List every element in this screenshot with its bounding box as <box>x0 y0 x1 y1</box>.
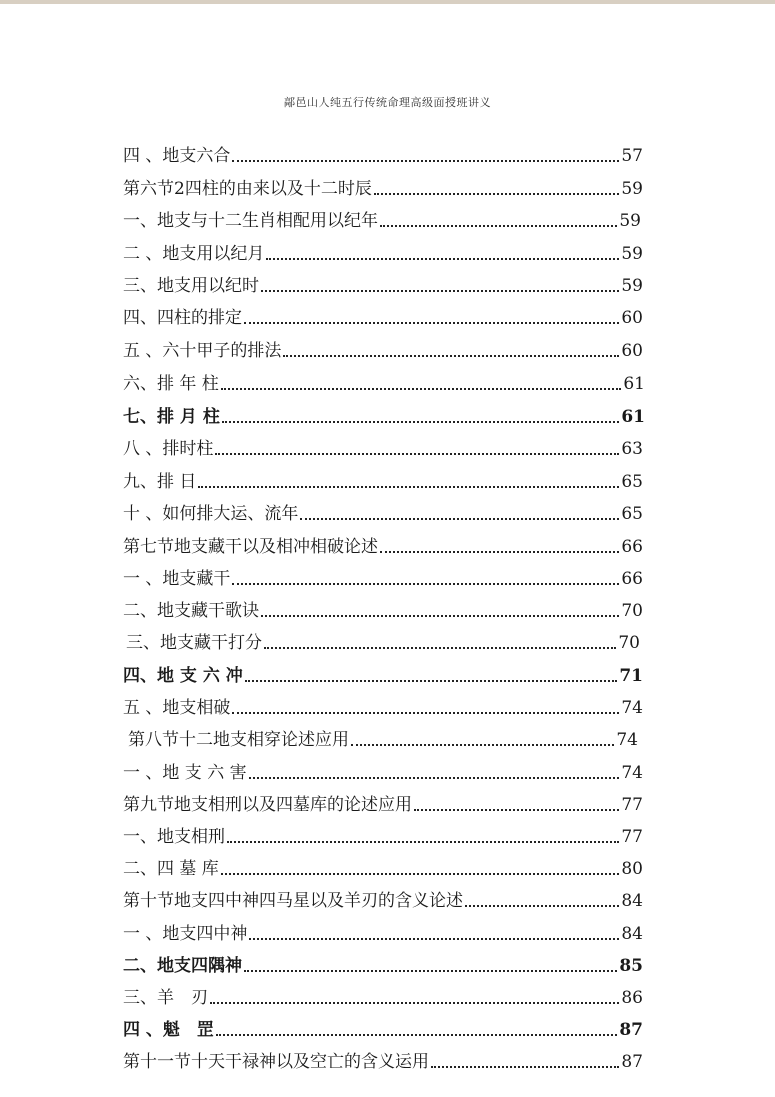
toc-dot-leader <box>283 355 619 357</box>
toc-entry-page-number: 70 <box>618 633 640 653</box>
toc-dot-leader <box>221 388 622 390</box>
toc-entry-label: 五 、地支相破 <box>123 698 231 718</box>
toc-entry[interactable] <box>123 1043 643 1073</box>
toc-entry[interactable] <box>123 1011 643 1041</box>
toc-entry-page-number: 71 <box>619 666 643 686</box>
toc-entry-page-number: 65 <box>621 472 643 492</box>
toc-entry-label: 第十一节十天干禄神以及空亡的含义运用 <box>123 1052 429 1072</box>
toc-entry[interactable] <box>123 689 643 719</box>
toc-entry[interactable] <box>123 850 643 880</box>
page-header: 鄗邑山人纯五行传统命理高级面授班讲义 <box>284 96 491 109</box>
toc-entry[interactable] <box>123 463 643 493</box>
toc-entry-page-number: 87 <box>619 1020 643 1040</box>
toc-entry-page-number: 63 <box>621 439 643 459</box>
toc-entry-label: 一、地支与十二生肖相配用以纪年 <box>123 211 378 231</box>
toc-entry[interactable] <box>123 657 643 687</box>
toc-entry-label: 第六节2四柱的由来以及十二时辰 <box>123 179 372 199</box>
toc-entry[interactable] <box>123 299 643 329</box>
toc-entry-page-number: 59 <box>621 244 643 264</box>
toc-entry-label: 第七节地支藏干以及相冲相破论述 <box>123 537 378 557</box>
toc-entry-page-number: 61 <box>623 374 645 394</box>
toc-entry[interactable] <box>123 947 643 977</box>
toc-entry[interactable] <box>128 721 638 751</box>
toc-dot-leader <box>249 777 620 779</box>
toc-entry-label: 十 、如何排大运、流年 <box>123 504 299 524</box>
toc-entry-label: 四 、地支六合 <box>123 146 231 166</box>
toc-entry-page-number: 74 <box>621 698 643 718</box>
toc-entry-label: 三、地支用以纪时 <box>123 276 259 296</box>
toc-dot-leader <box>244 970 617 972</box>
toc-dot-leader <box>245 680 618 682</box>
toc-entry-page-number: 59 <box>621 276 643 296</box>
toc-entry-page-number: 77 <box>621 827 643 847</box>
toc-dot-leader <box>300 518 619 520</box>
toc-entry[interactable] <box>123 915 643 945</box>
toc-entry-label: 第九节地支相刑以及四墓库的论述应用 <box>123 795 412 815</box>
toc-entry-label: 三、地支藏干打分 <box>126 633 262 653</box>
toc-entry-page-number: 85 <box>619 956 643 976</box>
toc-entry-page-number: 70 <box>621 601 643 621</box>
toc-dot-leader <box>374 193 620 195</box>
toc-dot-leader <box>465 905 619 907</box>
toc-entry[interactable] <box>123 365 645 395</box>
toc-entry-page-number: 77 <box>621 795 643 815</box>
toc-dot-leader <box>210 1002 619 1004</box>
toc-entry-page-number: 66 <box>621 537 643 557</box>
toc-dot-leader <box>216 1034 617 1036</box>
toc-dot-leader <box>232 712 619 714</box>
toc-entry[interactable] <box>123 495 643 525</box>
toc-entry[interactable] <box>123 786 643 816</box>
toc-entry-label: 七、排 月 柱 <box>123 407 220 427</box>
toc-entry-label: 一 、地 支 六 害 <box>123 763 247 783</box>
toc-entry-label: 第十节地支四中神四马星以及羊刃的含义论述 <box>123 891 463 911</box>
toc-dot-leader <box>232 583 619 585</box>
toc-dot-leader <box>380 225 617 227</box>
toc-entry-label: 四、地 支 六 冲 <box>123 666 243 686</box>
toc-entry-label: 二、地支四隅神 <box>123 956 242 976</box>
toc-entry-page-number: 60 <box>621 341 643 361</box>
toc-entry[interactable] <box>123 818 643 848</box>
toc-dot-leader <box>380 551 619 553</box>
toc-dot-leader <box>198 486 619 488</box>
toc-entry-label: 八 、排时柱 <box>123 439 214 459</box>
toc-entry[interactable] <box>123 202 641 232</box>
toc-dot-leader <box>232 160 619 162</box>
toc-dot-leader <box>222 421 619 423</box>
toc-dot-leader <box>221 873 620 875</box>
toc-entry-label: 二、地支藏干歌诀 <box>123 601 259 621</box>
toc-entry-page-number: 65 <box>621 504 643 524</box>
toc-entry-page-number: 80 <box>621 859 643 879</box>
toc-entry-label: 第八节十二地支相穿论述应用 <box>128 730 349 750</box>
toc-entry[interactable] <box>123 267 643 297</box>
toc-dot-leader <box>249 938 619 940</box>
toc-entry-label: 九、排 日 <box>123 472 197 492</box>
toc-entry[interactable] <box>123 592 643 622</box>
toc-entry-page-number: 66 <box>621 569 643 589</box>
toc-entry-label: 五 、六十甲子的排法 <box>123 341 282 361</box>
page-top-border <box>0 0 775 4</box>
toc-entry[interactable] <box>123 754 643 784</box>
toc-entry[interactable] <box>123 398 645 428</box>
toc-entry-page-number: 60 <box>621 308 643 328</box>
toc-entry-label: 二 、地支用以纪月 <box>123 244 265 264</box>
toc-dot-leader <box>351 744 614 746</box>
toc-entry[interactable] <box>123 882 643 912</box>
toc-dot-leader <box>264 647 616 649</box>
toc-entry-page-number: 74 <box>621 763 643 783</box>
toc-entry-page-number: 61 <box>621 407 645 427</box>
toc-dot-leader <box>266 258 619 260</box>
toc-entry[interactable] <box>123 332 643 362</box>
toc-dot-leader <box>431 1066 619 1068</box>
toc-dot-leader <box>215 453 619 455</box>
toc-entry-page-number: 57 <box>621 146 643 166</box>
toc-entry-label: 三、羊 刃 <box>123 988 208 1008</box>
toc-entry[interactable] <box>123 528 643 558</box>
toc-dot-leader <box>244 322 619 324</box>
toc-dot-leader <box>261 615 619 617</box>
toc-entry[interactable] <box>123 235 643 265</box>
toc-entry-label: 四、四柱的排定 <box>123 308 242 328</box>
toc-entry[interactable] <box>123 170 643 200</box>
toc-entry[interactable] <box>123 979 643 1009</box>
toc-entry[interactable] <box>123 137 643 167</box>
toc-dot-leader <box>414 809 619 811</box>
toc-entry[interactable] <box>123 430 643 460</box>
toc-entry-label: 四 、魁 罡 <box>123 1020 214 1040</box>
toc-entry-label: 二、四 墓 库 <box>123 859 219 879</box>
toc-entry-page-number: 87 <box>621 1052 643 1072</box>
toc-entry-label: 一 、地支藏干 <box>123 569 231 589</box>
toc-entry-page-number: 84 <box>621 891 643 911</box>
toc-entry-page-number: 59 <box>621 179 643 199</box>
toc-entry-label: 一 、地支四中神 <box>123 924 248 944</box>
toc-entry-page-number: 86 <box>621 988 643 1008</box>
toc-entry-page-number: 84 <box>621 924 643 944</box>
toc-dot-leader <box>227 841 619 843</box>
toc-entry-label: 六、排 年 柱 <box>123 374 219 394</box>
toc-entry-page-number: 74 <box>616 730 638 750</box>
toc-dot-leader <box>261 290 619 292</box>
toc-entry-page-number: 59 <box>619 211 641 231</box>
toc-entry-label: 一、地支相刑 <box>123 827 225 847</box>
toc-entry[interactable] <box>126 624 640 654</box>
toc-entry[interactable] <box>123 560 643 590</box>
